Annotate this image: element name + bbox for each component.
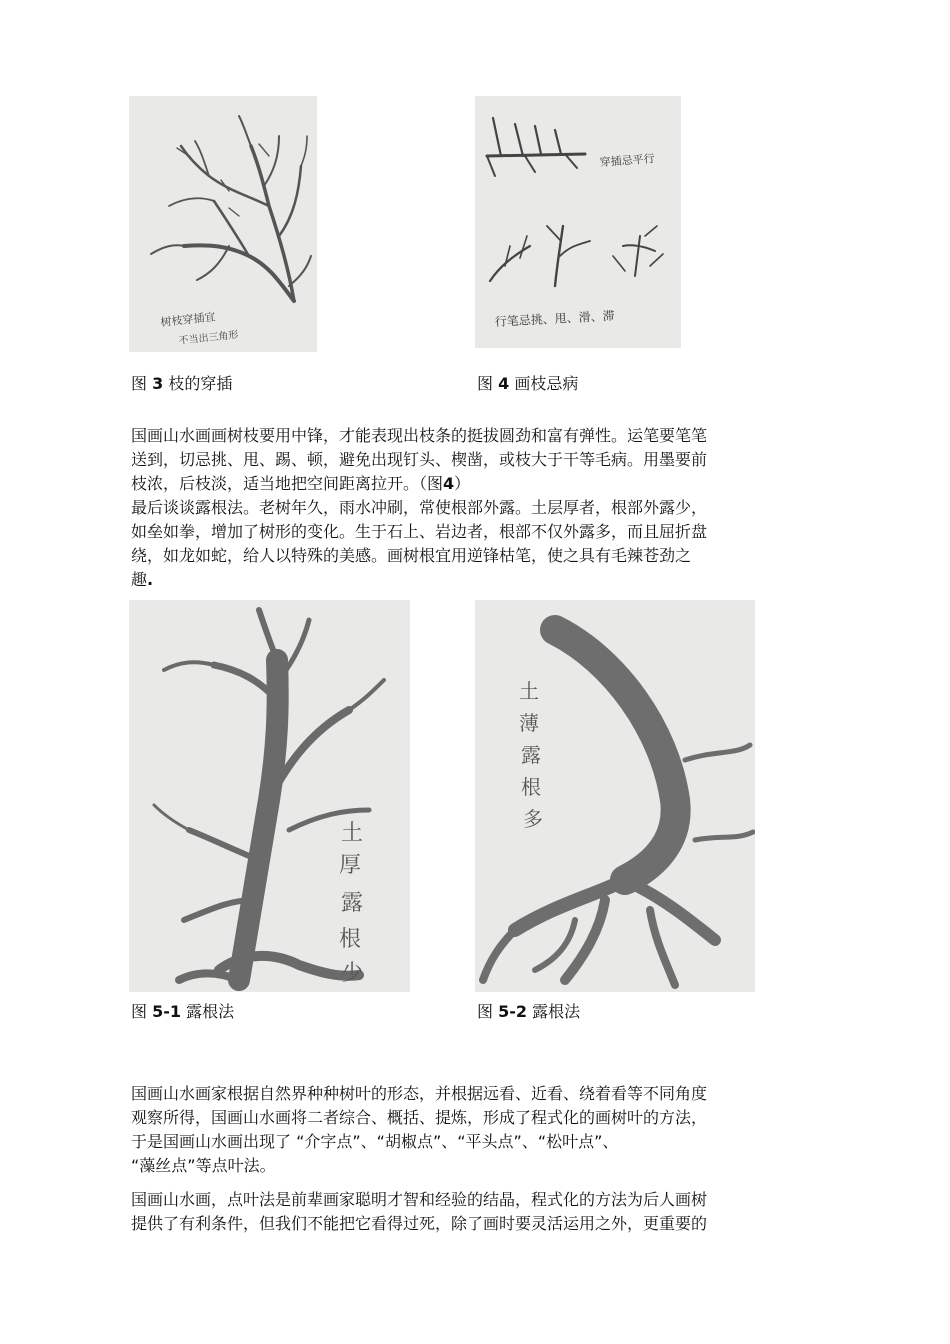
fig51-char-4: 根 <box>339 927 362 952</box>
paragraph-leaf-method-conclusion: 国画山水画，点叶法是前辈画家聪明才智和经验的结晶，程式化的方法为后人画树 提供了有利条件，但我们不能把它看得过死，除了画时要灵活运用之外，更重要的 <box>131 1190 708 1233</box>
fig52-char-5: 多 <box>523 807 543 831</box>
fig3-inscription-line1: 树枝穿插宜 <box>159 310 217 329</box>
figure-3-caption: 图 3 枝的穿插 <box>131 374 233 393</box>
figure-5-2-caption: 图 5-2 露根法 <box>477 1002 581 1021</box>
fig52-char-2: 薄 <box>519 711 539 735</box>
paragraph-branch-technique: 国画山水画画树枝要用中锋，才能表现出枝条的挺拔圆劲和富有弹性。运笔要笔笔 送到，切忌挑、甩、踢、顿，避免出现钉头、楔凿，或枝大于干等毛病。用墨要前 枝浓，后枝淡，适当地把空间距离拉开。（图4） <box>131 426 708 493</box>
fig51-char-3: 露 <box>341 891 364 916</box>
fig3-inscription-line2: 不当出三角形 <box>178 329 239 347</box>
fig52-char-3: 露 <box>521 743 541 767</box>
fig51-char-2: 厚 <box>339 853 362 878</box>
fig4-inscription-top: 穿插忌平行 <box>599 152 656 169</box>
fig51-char-1: 土 <box>341 821 364 846</box>
figure-5-1-image <box>129 600 410 992</box>
figure-4-caption: 图 4 画枝忌病 <box>477 374 579 393</box>
fig4-inscription-bottom: 行笔忌挑、甩、滑、滞 <box>494 308 616 329</box>
fig52-char-4: 根 <box>521 775 541 799</box>
figure-4-image <box>475 96 681 348</box>
thin-soil-root-drawing <box>475 600 755 992</box>
fig52-char-1: 土 <box>519 679 539 703</box>
fig51-char-5: 少 <box>341 961 364 986</box>
branch-faults-drawing <box>475 96 681 348</box>
figure-5-1-caption: 图 5-1 露根法 <box>131 1002 235 1021</box>
thick-soil-root-drawing <box>129 600 410 992</box>
paragraph-exposed-roots: 最后谈谈露根法。老树年久，雨水冲刷，常使根部外露。土层厚者，根部外露少， 如垒如拳，增加了树形的变化。生于石上、岩边者，根部不仅外露多，而且屈折盘 绕，如龙如蛇，给人以特殊的美感。画树根宜用逆锋枯笔，使之具有毛辣苍劲之 趣. <box>131 498 708 589</box>
figure-3-image <box>129 96 317 352</box>
tree-branches-drawing <box>129 96 317 352</box>
figure-5-2-image <box>475 600 755 992</box>
paragraph-leaf-dotting: 国画山水画家根据自然界种种树叶的形态，并根据远看、近看、绕着看等不同角度 观察所得，国画山水画将二者综合、概括、提炼，形成了程式化的画树叶的方法， 于是国画山水画出现了 “介字点”、“胡椒点”、“平头点”、“松叶点”、 “藻丝点”等点叶法。 <box>131 1084 708 1175</box>
